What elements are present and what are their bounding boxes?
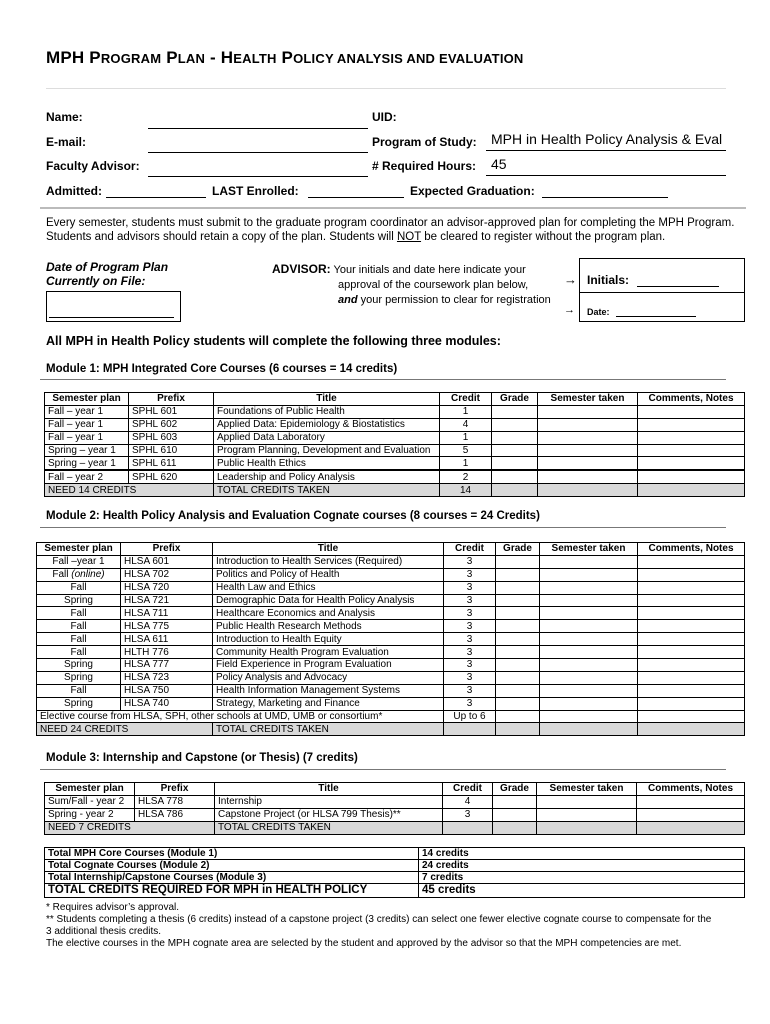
table-row: Fall HLSA 775 Public Health Research Methods 3 <box>37 620 745 633</box>
faculty-advisor-label: Faculty Advisor: <box>46 159 140 173</box>
initials-label: Initials: <box>587 273 630 287</box>
email-label: E-mail: <box>46 135 87 149</box>
credits-summary-table <box>44 847 745 898</box>
module2-table <box>36 542 745 736</box>
footnotes <box>46 902 746 950</box>
table-row: Spring HLSA 723 Policy Analysis and Advocacy 3 <box>37 671 745 684</box>
summary-total-row: TOTAL CREDITS REQUIRED FOR MPH in HEALTH POLICY 45 credits <box>45 884 745 898</box>
intro-line-2: Students and advisors should retain a copy of the plan. Students will NOT be cleared to register without the program plan. <box>46 231 666 243</box>
footnote-1: * Requires advisor’s approval. <box>46 902 180 913</box>
required-hours-value: 45 <box>491 156 507 172</box>
table-row: Fall HLSA 720 Health Law and Ethics 3 <box>37 581 745 594</box>
signoff-divider <box>580 292 744 293</box>
summary-row: Total Cognate Courses (Module 2) 24 credits <box>45 860 745 872</box>
faculty-advisor-field[interactable] <box>148 176 368 177</box>
module2-rule <box>40 527 726 528</box>
expected-graduation-field[interactable] <box>542 197 668 198</box>
signoff-date-label: Date: <box>587 307 610 317</box>
section-divider <box>40 207 746 209</box>
table-total-row: NEED 7 CREDITS TOTAL CREDITS TAKEN <box>45 821 745 834</box>
table-row: Spring HLSA 721 Demographic Data for Health Policy Analysis 3 <box>37 594 745 607</box>
table-row: Spring - year 2 HLSA 786 Capstone Project (or HLSA 799 Thesis)** 3 <box>45 808 745 821</box>
table-total-row: NEED 14 CREDITS TOTAL CREDITS TAKEN 14 <box>45 484 745 497</box>
footnote-3: The elective courses in the MPH cognate area are selected by the student and approved by the advisor so that the MPH competencies are met. <box>46 938 682 949</box>
required-hours-label: # Required Hours: <box>372 159 477 173</box>
modules-heading: All MPH in Health Policy students will complete the following three modules: <box>46 334 501 348</box>
initials-field[interactable] <box>637 286 719 287</box>
summary-row: Total MPH Core Courses (Module 1) 14 credits <box>45 848 745 860</box>
page-title: MPH PROGRAM PLAN - HEALTH POLICY ANALYSIS AND EVALUATION <box>46 48 524 67</box>
table-row: Fall – year 1 SPHL 601 Foundations of Public Health 1 <box>45 405 745 418</box>
expected-graduation-label: Expected Graduation: <box>410 184 535 198</box>
footnote-2-continued: 3 additional thesis credits. <box>46 926 162 937</box>
footnote-2: ** Students completing a thesis (6 credits) instead of a capstone project (3 credits) can select one fewer elective cognate course to compensate for the <box>46 914 712 925</box>
program-label: Program of Study: <box>372 135 477 149</box>
table-row: Fall HLTH 776 Community Health Program Evaluation 3 <box>37 646 745 659</box>
module2-heading: Module 2: Health Policy Analysis and Evaluation Cognate courses (8 courses = 24 Credits) <box>46 510 540 522</box>
table-header-row: Semester plan Prefix Title Credit Grade Semester taken Comments, Notes <box>37 543 745 556</box>
last-enrolled-field[interactable] <box>308 197 404 198</box>
table-row: Fall – year 1 SPHL 602 Applied Data: Epidemiology & Biostatistics 4 <box>45 418 745 431</box>
last-enrolled-label: LAST Enrolled: <box>212 184 299 198</box>
hours-underline <box>486 175 726 176</box>
module1-table <box>44 392 745 497</box>
table-header-row: Semester plan Prefix Title Credit Grade Semester taken Comments, Notes <box>45 393 745 406</box>
table-total-row: NEED 24 CREDITS TOTAL CREDITS TAKEN <box>37 723 745 736</box>
advisor-instructions: ADVISOR: Your initials and date here indicate your approval of the coursework plan below, and your permission to clear for registration <box>272 262 551 306</box>
admitted-label: Admitted: <box>46 184 102 198</box>
table-row: Fall –year 1 HLSA 601 Introduction to Health Services (Required) 3 <box>37 555 745 568</box>
module3-heading: Module 3: Internship and Capstone (or Thesis) (7 credits) <box>46 752 358 764</box>
table-header-row: Semester plan Prefix Title Credit Grade Semester taken Comments, Notes <box>45 783 745 796</box>
intro-text <box>46 216 746 244</box>
table-row: Fall – year 2 SPHL 620 Leadership and Policy Analysis 2 <box>45 470 745 483</box>
module1-heading: Module 1: MPH Integrated Core Courses (6 courses = 14 credits) <box>46 363 398 375</box>
program-value: MPH in Health Policy Analysis & Eval <box>491 131 723 147</box>
arrow-right-icon: → <box>564 272 577 287</box>
arrow-right-icon: → <box>564 304 575 316</box>
table-row: Spring HLSA 777 Field Experience in Program Evaluation 3 <box>37 659 745 672</box>
name-field[interactable] <box>148 128 368 129</box>
title-divider <box>46 88 726 89</box>
program-underline <box>486 150 726 151</box>
intro-line-1: Every semester, students must submit to the graduate program coordinator an advisor-approved plan for completing the MPH Program. <box>46 217 735 229</box>
table-row: Spring – year 1 SPHL 610 Program Planning, Development and Evaluation 5 <box>45 444 745 457</box>
table-row: Fall HLSA 611 Introduction to Health Equity 3 <box>37 633 745 646</box>
table-row: Spring – year 1 SPHL 611 Public Health Ethics 1 <box>45 457 745 470</box>
table-row: Fall HLSA 711 Healthcare Economics and Analysis 3 <box>37 607 745 620</box>
date-of-plan-label: Date of Program Plan Currently on File: <box>46 260 169 288</box>
date-of-plan-box[interactable] <box>46 291 181 322</box>
email-field[interactable] <box>148 152 368 153</box>
table-row: Spring HLSA 740 Strategy, Marketing and Finance 3 <box>37 697 745 710</box>
uid-label: UID: <box>372 110 397 124</box>
table-row: Fall HLSA 750 Health Information Management Systems 3 <box>37 684 745 697</box>
table-row: Fall – year 1 SPHL 603 Applied Data Laboratory 1 <box>45 431 745 444</box>
admitted-field[interactable] <box>106 197 206 198</box>
table-row: Sum/Fall - year 2 HLSA 778 Internship 4 <box>45 795 745 808</box>
module3-table <box>44 782 745 835</box>
module3-rule <box>40 769 726 770</box>
module1-rule <box>40 379 726 380</box>
signoff-date-field[interactable] <box>616 316 696 317</box>
name-label: Name: <box>46 110 83 124</box>
table-row: Fall (online) HLSA 702 Politics and Policy of Health 3 <box>37 568 745 581</box>
table-row-elective: Elective course from HLSA, SPH, other schools at UMD, UMB or consortium* Up to 6 <box>37 710 745 723</box>
summary-row: Total Internship/Capstone Courses (Module 3) 7 credits <box>45 872 745 884</box>
